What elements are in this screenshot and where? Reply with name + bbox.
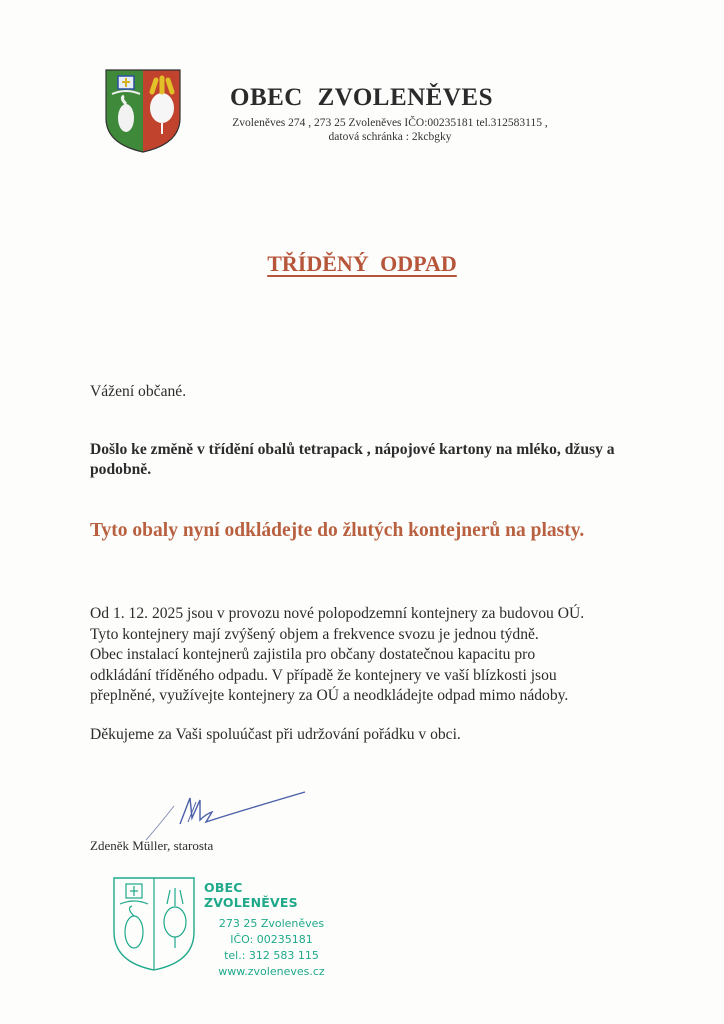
municipality-crest-icon bbox=[104, 68, 182, 154]
municipality-address bbox=[210, 116, 570, 144]
databox-line: datová schránka : 2kcbgky bbox=[328, 131, 452, 143]
stamp-text bbox=[204, 880, 339, 980]
stamp-postal: 273 25 Zvoleněves bbox=[218, 917, 325, 930]
handwritten-signature-icon bbox=[140, 784, 310, 844]
address-line: Zvoleněves 274 , 273 25 Zvoleněves IČO:00235181 tel.312583115 , bbox=[232, 117, 548, 129]
municipality-name: OBEC ZVOLENĚVES bbox=[230, 84, 493, 111]
body-paragraph bbox=[90, 604, 650, 707]
body-line: Od 1. 12. 2025 jsou v provozu nové polopodzemní kontejnery za budovou OÚ. bbox=[90, 605, 585, 622]
thanks-line: Děkujeme za Vaši spoluúčast při udržování pořádku v obci. bbox=[90, 726, 461, 743]
body-line: Obec instalací kontejnerů zajistila pro občany dostatečnou kapacitu pro bbox=[90, 646, 536, 663]
stamp-tel: tel.: 312 583 115 bbox=[224, 949, 319, 962]
notice-change: Došlo ke změně v třídění obalů tetrapack , nápojové kartony na mléko, džusy a podobně. bbox=[90, 441, 615, 478]
signatory-name: Zdeněk Müller, starosta bbox=[90, 838, 214, 853]
stamp-title: OBEC ZVOLENĚVES bbox=[204, 880, 298, 910]
body-line: odkládání tříděného odpadu. V případě že kontejnery ve vaší blízkosti jsou bbox=[90, 666, 557, 684]
official-stamp bbox=[108, 872, 343, 978]
greeting: Vážení občané. bbox=[90, 383, 187, 400]
stamp-ico: IČO: 00235181 bbox=[230, 933, 313, 946]
stamp-crest-icon bbox=[112, 876, 196, 972]
body-line: přeplněné, využívejte kontejnery za OÚ a neodkládejte odpad mimo nádoby. bbox=[90, 687, 569, 704]
notice-highlight: Tyto obaly nyní odkládejte do žlutých kontejnerů na plasty. bbox=[90, 520, 585, 541]
stamp-web: www.zvoleneves.cz bbox=[218, 965, 325, 978]
body-line: Tyto kontejnery mají zvýšený objem a frekvence svozu je jednou týdně. bbox=[90, 625, 539, 643]
document-title: TŘÍDĚNÝ ODPAD bbox=[267, 251, 457, 276]
